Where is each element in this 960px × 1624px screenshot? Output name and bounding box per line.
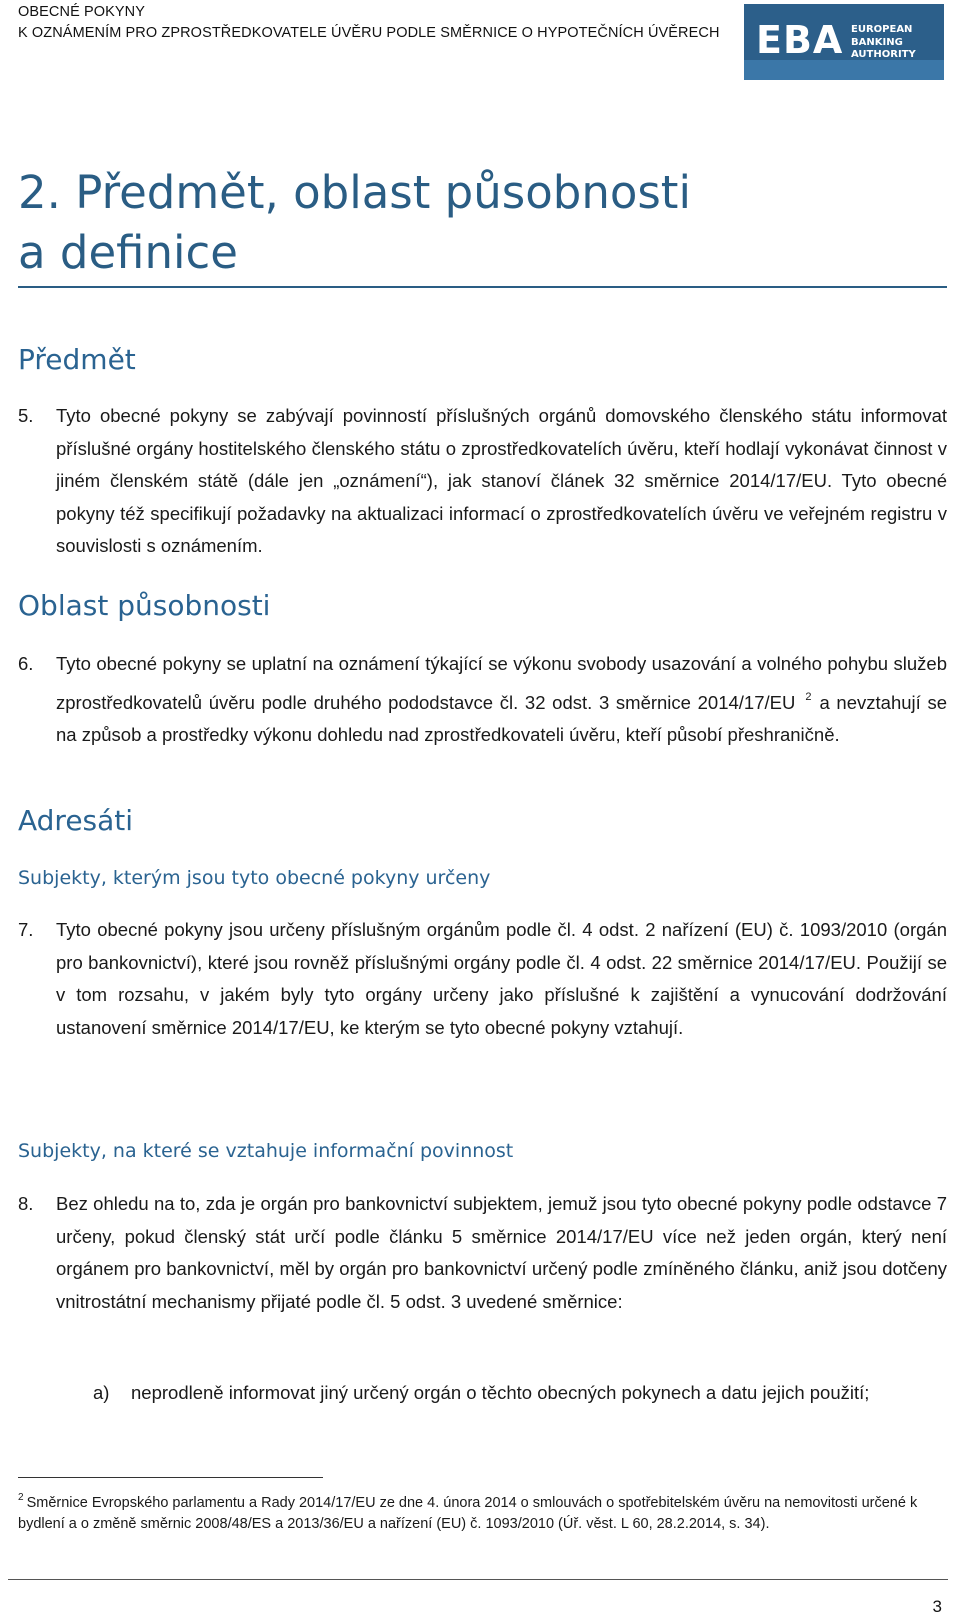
chapter-title-rule [18, 286, 947, 288]
paragraph-number: 6. [18, 653, 34, 674]
paragraph-8-item-a [93, 1377, 947, 1410]
list-item-text: neprodleně informovat jiný určený orgán o těchto obecných pokynech a datu jejich použití; [131, 1382, 870, 1403]
paragraph-6 [18, 648, 947, 752]
page-number: 3 [932, 1597, 942, 1616]
logo-line-3: AUTHORITY [851, 49, 916, 60]
paragraph-number: 8. [18, 1193, 34, 1214]
chapter-title-line-1: 2. Předmět, oblast působnosti [18, 166, 691, 219]
paragraph-text-part-2: a nevztahují se na způsob a prostředky výkonu dohledu nad zprostředkovateli úvěru, kteří působí přeshraničně. [56, 691, 947, 745]
subheading-information-duty: Subjekty, na které se vztahuje informační povinnost [18, 1140, 514, 1162]
eba-logo [744, 4, 944, 80]
list-item-label: a) [93, 1382, 110, 1403]
paragraph-text: Tyto obecné pokyny jsou určeny příslušným orgánům podle čl. 4 odst. 2 nařízení (EU) č. 1093/2010 (orgán pro bankovnictví), které jsou rovněž příslušnými orgány podle čl. 4 odst. 22 směrnice 2014/17/EU. Použijí se v tom rozsahu, v jakém byly tyto orgány určeny jako příslušné k zajištění a vynucování dodržování ustanovení směrnice 2014/17/EU, ke kterým se tyto obecné pokyny vztahují. [56, 919, 947, 1038]
footnote [18, 1487, 947, 1535]
paragraph-number: 5. [18, 405, 34, 426]
footnote-number: 2 [18, 1492, 24, 1503]
logo-line-2: BANKING [851, 36, 903, 48]
chapter-title [18, 163, 691, 283]
paragraph-text-part-1: Tyto obecné pokyny se uplatní na oznámení týkající se výkonu svobody usazování a volného pohybu služeb zprostředkovatelů úvěru podle druhého pododstavce čl. 32 odst. 3 směrnice 2014/17/EU [56, 653, 947, 713]
subheading-addressees: Subjekty, kterým jsou tyto obecné pokyny určeny [18, 867, 491, 889]
footnote-text: Směrnice Evropského parlamentu a Rady 2014/17/EU ze dne 4. února 2014 o smlouvách o spotřebitelském úvěru na nemovitosti určené k bydlení a o změně směrnic 2008/48/ES a 2013/36/EU a nařízení (EU) č. 1093/2010 (Úř. věst. L 60, 28.2.2014, s. 34). [18, 1495, 918, 1532]
paragraph-7 [18, 914, 947, 1044]
running-header [18, 2, 720, 44]
section-heading-addressees: Adresáti [18, 804, 134, 837]
header-line-1: OBECNÉ POKYNY [18, 4, 145, 20]
footer-rule [8, 1579, 948, 1580]
paragraph-number: 7. [18, 919, 34, 940]
footnote-reference[interactable]: 2 [805, 690, 812, 703]
logo-text [851, 24, 916, 62]
header-line-2: K OZNÁMENÍM PRO ZPROSTŘEDKOVATELE ÚVĚRU PODLE SMĚRNICE O HYPOTEČNÍCH ÚVĚRECH [18, 25, 720, 41]
paragraph-8 [18, 1188, 947, 1318]
paragraph-text [56, 648, 947, 752]
logo-mark: EBA [756, 18, 844, 62]
paragraph-text: Tyto obecné pokyny se zabývají povinností příslušných orgánů domovského členského státu informovat příslušné orgány hostitelského členského státu o zprostředkovatelích úvěru, kteří hodlají vykonávat činnost v jiném členském státě (dále jen „oznámení“), jak stanoví článek 32 směrnice 2014/17/EU. Tyto obecné pokyny též specifikují požadavky na aktualizaci informací o zprostředkovatelích úvěru ve veřejném registru v souvislosti s oznámením. [56, 405, 947, 556]
paragraph-text: Bez ohledu na to, zda je orgán pro bankovnictví subjektem, jemuž jsou tyto obecné pokyny podle odstavce 7 určeny, pokud členský stát určí podle článku 5 směrnice 2014/17/EU více než jeden orgán, který není orgánem pro bankovnictví, měl by orgán pro bankovnictví určený podle zmíněného článku, aniž jsou dotčeny vnitrostátní mechanismy přijaté podle čl. 5 odst. 3 uvedené směrnice: [56, 1193, 947, 1312]
section-heading-scope: Oblast působnosti [18, 589, 271, 622]
logo-line-1: EUROPEAN [851, 24, 913, 35]
footnote-separator [18, 1477, 323, 1478]
section-heading-subject: Předmět [18, 343, 136, 376]
logo-stripe [744, 60, 944, 80]
paragraph-5 [18, 400, 947, 563]
chapter-title-line-2: a definice [18, 226, 238, 279]
